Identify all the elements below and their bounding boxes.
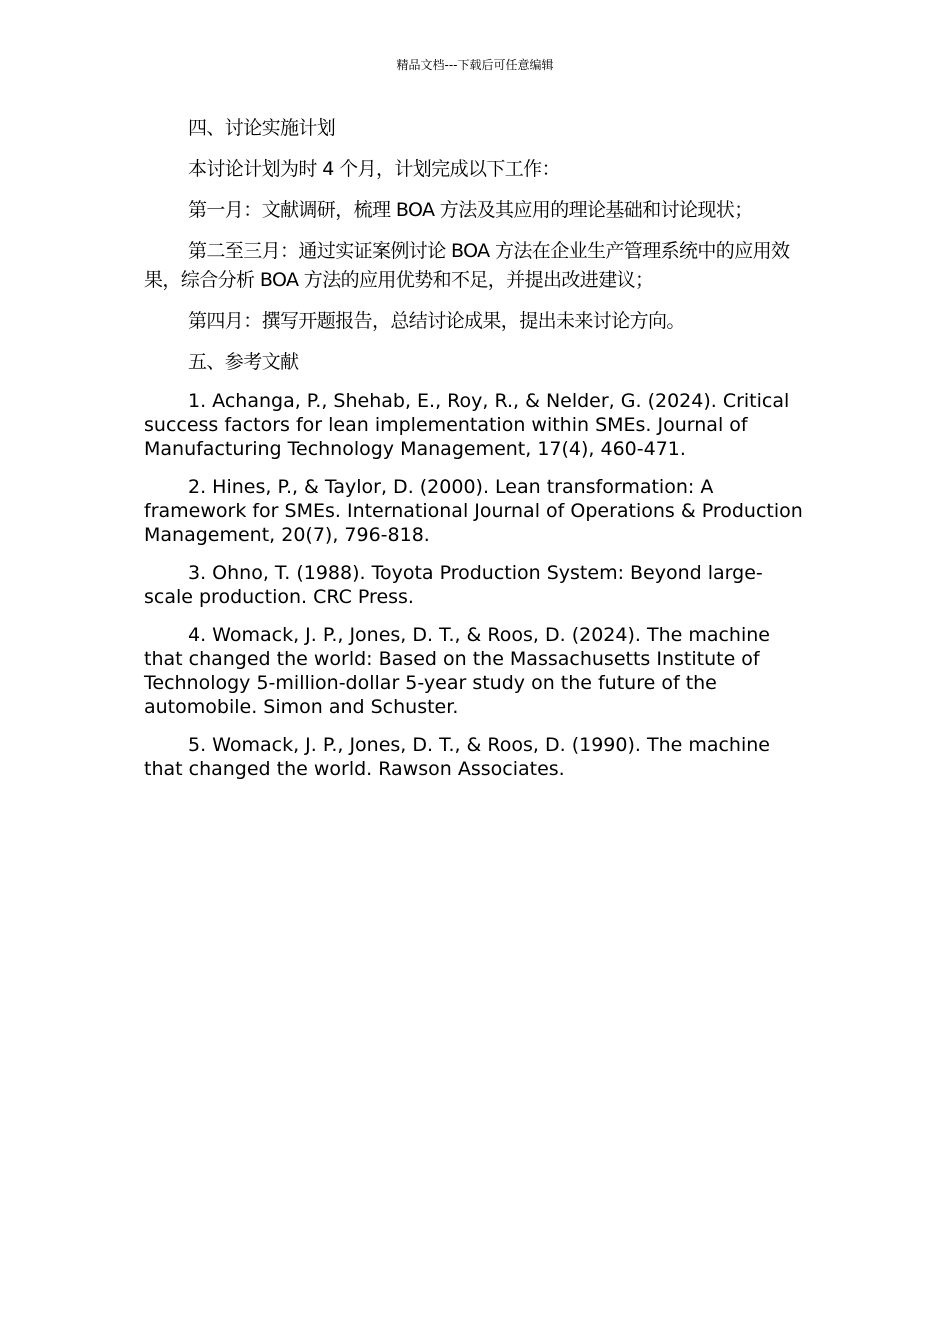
reference-item-4: 4. Womack, J. P., Jones, D. T., & Roos, D. (2024). The machine that changed the world: Based on the Massachusetts Institute of Technology 5-million-dollar 5-year study on the future of the automobile. Simon and Schuster.: [144, 624, 770, 718]
reference-item-5: 5. Womack, J. P., Jones, D. T., & Roos, D. (1990). The machine that changed the world. Rawson Associates.: [144, 734, 770, 780]
document-body: [144, 114, 810, 795]
plan-item-month4: 第四月：撰写开题报告，总结讨论成果，提出未来讨论方向。: [188, 310, 685, 332]
section-heading-references: 五、参考文献: [188, 351, 299, 373]
section-heading-plan: 四、讨论实施计划: [188, 117, 336, 139]
reference-item-2: 2. Hines, P., & Taylor, D. (2000). Lean transformation: A framework for SMEs. International Journal of Operations & Production Management, 20(7), 796-818.: [144, 476, 803, 546]
plan-intro: 本讨论计划为时 4 个月，计划完成以下工作：: [188, 158, 560, 180]
reference-item-3: 3. Ohno, T. (1988). Toyota Production System: Beyond large-scale production. CRC Press.: [144, 562, 763, 608]
plan-item-month2-3: 第二至三月：通过实证案例讨论 BOA 方法在企业生产管理系统中的应用效果，综合分析 BOA 方法的应用优势和不足，并提出改进建议；: [144, 240, 790, 291]
page-header: 精品文档---下载后可任意编辑: [396, 58, 554, 72]
reference-item-1: 1. Achanga, P., Shehab, E., Roy, R., & Nelder, G. (2024). Critical success factors for lean implementation within SMEs. Journal of Manufacturing Technology Management, 17(4), 460-471.: [144, 390, 790, 460]
plan-item-month1: 第一月：文献调研，梳理 BOA 方法及其应用的理论基础和讨论现状；: [188, 199, 753, 221]
